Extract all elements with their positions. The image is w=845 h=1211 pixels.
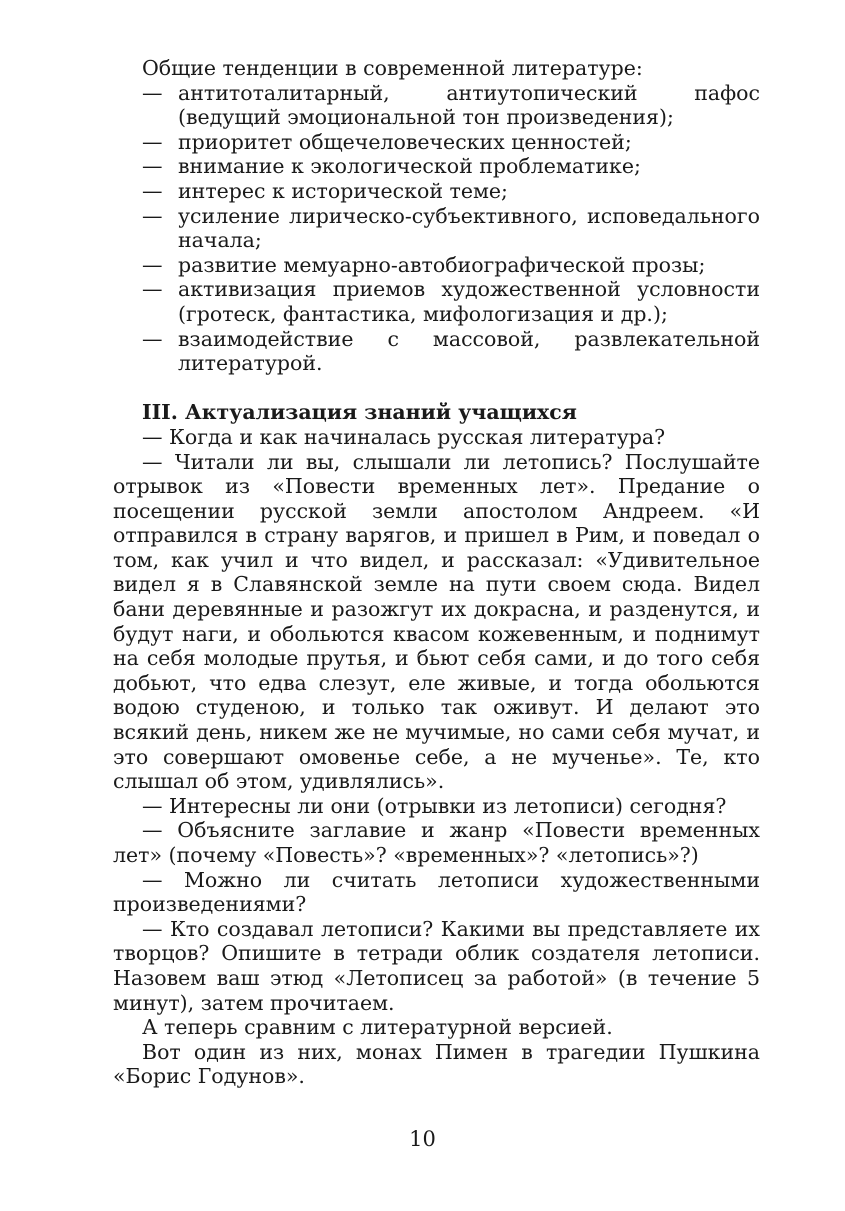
list-item-text: интерес к исторической теме;: [178, 178, 508, 203]
question-paragraph: — Интересны ли они (отрывки из летописи) сегодня?: [142, 793, 727, 818]
dash-bullet: —: [142, 277, 163, 302]
chronicle-excerpt-paragraph: — Читали ли вы, слышали ли летопись? Послушайте отрывок из «Повести временных лет». Предание о посещении русской земли апостолом Андреем. «И отправился в страну варягов, и пришел в Рим, и поведал о том, как учил и что видел, и рассказал: «Удивительное видел я в Славянской земле на пути своем сюда. Видел бани деревянные и разожгут их докрасна, и разденутся, и будут наги, и обольются квасом кожевенным, и поднимут на себя молодые прутья, и бьют себя сами, и до того себя добьют, что едва слезут, еле живые, и тогда обольются водою студеною, и только так оживут. И делают это всякий день, никем же не мучимые, но сами себя мучат, и это совершают омовенье себе, а не мученье». Те, кто слышал об этом, удивлялись».: [113, 449, 760, 794]
text-paragraph: Вот один из них, монах Пимен в трагедии Пушкина «Борис Годунов».: [113, 1039, 760, 1089]
list-item: [113, 253, 760, 278]
list-item-text: развитие мемуарно-автобиографической прозы;: [178, 252, 706, 277]
tendencies-list: [113, 81, 760, 376]
list-item: [113, 130, 760, 155]
tendencies-intro: Общие тенденции в современной литературе:: [142, 56, 643, 80]
dash-bullet: —: [142, 203, 163, 228]
list-item: [113, 204, 760, 253]
list-item: [113, 277, 760, 326]
text-paragraph: А теперь сравним с литературной версией.: [142, 1015, 613, 1040]
list-item: [113, 81, 760, 130]
question-paragraph: — Когда и как начиналась русская литература?: [142, 424, 666, 449]
list-item-text: приоритет общечеловеческих ценностей;: [178, 129, 632, 154]
page-number: 10: [409, 1127, 436, 1151]
list-item: [113, 179, 760, 204]
question-paragraph: — Объясните заглавие и жанр «Повести временных лет» (почему «Повесть»? «временных»? «летопись»?): [113, 818, 760, 867]
list-item-text: усиление лирическо-субъективного, исповедального начала;: [178, 203, 760, 253]
dash-bullet: —: [142, 326, 163, 351]
dash-bullet: —: [142, 178, 163, 203]
question-paragraph: — Можно ли считать летописи художественными произведениями?: [113, 867, 760, 917]
dash-bullet: —: [142, 80, 163, 105]
list-item-text: активизация приемов художественной условности (гротеск, фантастика, мифологизация и др.);: [178, 277, 760, 326]
section-heading: III. Актуализация знаний учащихся: [142, 400, 577, 425]
list-item: [113, 154, 760, 179]
dash-bullet: —: [142, 252, 163, 277]
page-body: [113, 56, 760, 1089]
list-item-text: внимание к экологической проблематике;: [178, 154, 641, 179]
dash-bullet: —: [142, 154, 163, 179]
list-item-text: взаимодействие с массовой, развлекательной литературой.: [178, 326, 760, 376]
list-item: [113, 327, 760, 376]
dash-bullet: —: [142, 129, 163, 154]
list-item-text: антитоталитарный, антиутопический пафос (ведущий эмоциональной тон произведения);: [178, 80, 760, 130]
assignment-paragraph: — Кто создавал летописи? Какими вы представляете их творцов? Опишите в тетради облик создателя летописи. Назовем ваш этюд «Летописец за работой» (в течение 5 минут), затем прочитаем.: [113, 916, 760, 1015]
